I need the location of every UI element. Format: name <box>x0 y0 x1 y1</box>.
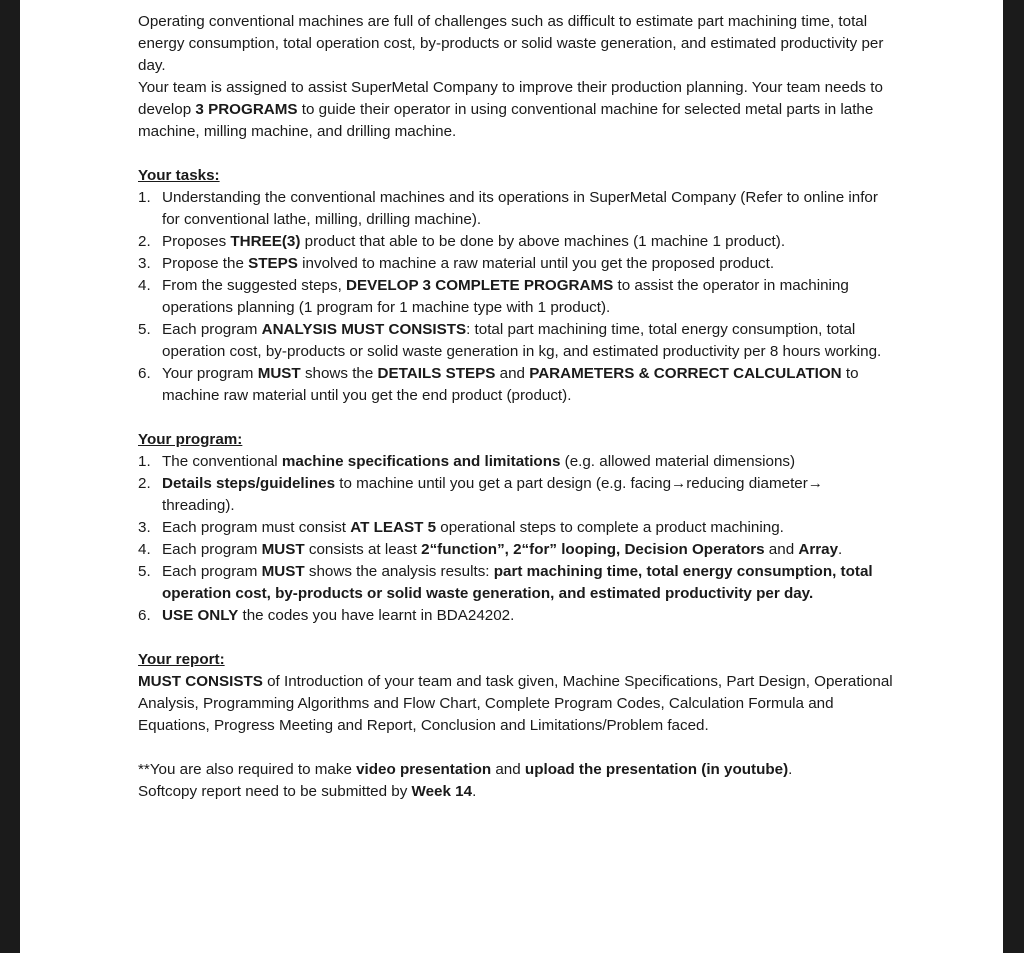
list-item-number: 5. <box>138 321 151 338</box>
list-item-number: 2. <box>138 233 151 250</box>
list-item-number: 4. <box>138 277 151 294</box>
note-text: **You are also required to make <box>138 761 357 778</box>
list-item <box>138 473 898 517</box>
list-item-text: shows the analysis results: <box>304 563 494 580</box>
list-item <box>138 319 898 363</box>
list-item-text: (e.g. allowed material dimensions) <box>560 453 796 470</box>
list-item-text: operational steps to complete a product machining. <box>436 519 784 536</box>
note-text: and <box>491 761 525 778</box>
list-item-text: and <box>495 365 530 382</box>
list-item <box>138 539 898 561</box>
note-text: Softcopy report need to be submitted by <box>138 783 412 800</box>
report-text: of Introduction of your team and task given, Machine Specifications, Part Design, Operational Analysis, Programming Algorithms and Flow Chart, Complete Program Codes, Calculation Formula and Equations, Progress Meeting and Report, Conclusion and Limitations/Problem faced. <box>138 673 893 734</box>
report-body <box>138 671 898 737</box>
list-item-number: 6. <box>138 365 151 382</box>
note-bold: Week 14 <box>411 783 473 800</box>
report-bold: MUST CONSISTS <box>138 673 263 690</box>
list-item-number: 3. <box>138 519 151 536</box>
note-bold: video presentation <box>356 761 492 778</box>
list-item-number: 4. <box>138 541 151 558</box>
program-heading: Your program: <box>138 431 243 448</box>
list-item-text: involved to machine a raw material until you get the proposed product. <box>297 255 775 272</box>
list-item <box>138 517 898 539</box>
list-item-bold-text: PARAMETERS & CORRECT CALCULATION <box>529 365 842 382</box>
tasks-list <box>138 187 898 407</box>
list-item-bold-text: THREE(3) <box>230 233 301 250</box>
list-item-bold-text: 2“function”, 2“for” looping, Decision Operators <box>421 541 765 558</box>
list-item-bold-text: AT LEAST 5 <box>350 519 437 536</box>
list-item-text: Each program <box>162 541 262 558</box>
list-item-number: 6. <box>138 607 151 624</box>
list-item-text: : total part machining time, total energy consumption, total operation cost, by-products or solid waste generation in kg, and estimated productivity per 8 hours working. <box>162 321 882 360</box>
note-text: . <box>788 761 793 778</box>
program-list <box>138 451 898 627</box>
report-heading: Your report: <box>138 651 225 668</box>
tasks-heading: Your tasks: <box>138 167 220 184</box>
list-item-text: to assist the operator in machining operations planning (1 program for 1 machine type with 1 product). <box>162 277 849 316</box>
list-item-text: Each program must consist <box>162 519 351 536</box>
list-item-number: 3. <box>138 255 151 272</box>
list-item-text: Each program <box>162 321 262 338</box>
list-item <box>138 231 898 253</box>
list-item-bold-text: Array <box>798 541 839 558</box>
list-item-text: consists at least <box>304 541 422 558</box>
document-page <box>20 0 1003 953</box>
list-item-number: 5. <box>138 563 151 580</box>
list-item-text: Your program <box>162 365 258 382</box>
list-item-bold-text: ANALYSIS MUST CONSISTS <box>261 321 467 338</box>
list-item-bold-text: MUST <box>261 563 305 580</box>
intro-text: Your team is assigned to assist SuperMetal Company to improve their production planning. Your team needs to develop <box>138 79 883 118</box>
note-line-1 <box>138 759 898 781</box>
list-item-bold-text: MUST <box>261 541 305 558</box>
list-item-number: 2. <box>138 475 151 492</box>
list-item-number: 1. <box>138 453 151 470</box>
list-item-text: Proposes <box>162 233 231 250</box>
document-content <box>138 11 898 803</box>
list-item-text: From the suggested steps, <box>162 277 347 294</box>
intro-text: to guide their operator in using conventional machine for selected metal parts in lathe machine, milling machine, and drilling machine. <box>138 101 874 140</box>
intro-bold: 3 PROGRAMS <box>195 101 298 118</box>
list-item-text: Each program <box>162 563 262 580</box>
list-item-text: Understanding the conventional machines and its operations in SuperMetal Company (Refer to online infor for conventional lathe, milling, drilling machine). <box>162 189 878 228</box>
list-item <box>138 561 898 605</box>
list-item <box>138 605 898 627</box>
note-bold: upload the presentation (in youtube) <box>524 761 789 778</box>
list-item <box>138 253 898 275</box>
list-item-text: shows the <box>300 365 378 382</box>
list-item <box>138 275 898 319</box>
list-item-bold-text: machine specifications and limitations <box>281 453 561 470</box>
list-item <box>138 451 898 473</box>
list-item <box>138 187 898 231</box>
note-line-2 <box>138 781 898 803</box>
list-item-bold-text: USE ONLY <box>162 607 239 624</box>
list-item-text: The conventional <box>162 453 282 470</box>
note-text: . <box>472 783 477 800</box>
list-item-text: to machine raw material until you get the end product (product). <box>162 365 859 404</box>
list-item-text: and <box>764 541 799 558</box>
list-item-bold-text: MUST <box>257 365 301 382</box>
list-item-number: 1. <box>138 189 151 206</box>
list-item-bold-text: STEPS <box>248 255 298 272</box>
intro-paragraph-1: Operating conventional machines are full of challenges such as difficult to estimate part machining time, total energy consumption, total operation cost, by-products or solid waste generation, and estimated productivity per day. <box>138 13 884 74</box>
list-item-bold-text: Details steps/guidelines <box>162 475 336 492</box>
list-item-text: the codes you have learnt in BDA24202. <box>238 607 515 624</box>
intro-paragraph-2 <box>138 77 898 143</box>
list-item-bold-text: DEVELOP 3 COMPLETE PROGRAMS <box>346 277 614 294</box>
list-item-text: Propose the <box>162 255 249 272</box>
list-item-text: . <box>838 541 843 558</box>
list-item-text: to machine until you get a part design (e.g. facing→reducing diameter→ threading). <box>162 475 823 514</box>
list-item-bold-text: DETAILS STEPS <box>377 365 496 382</box>
list-item-bold-text: part machining time, total energy consumption, total operation cost, by-products or solid waste generation, and estimated productivity per day. <box>162 563 873 602</box>
list-item <box>138 363 898 407</box>
list-item-text: product that able to be done by above machines (1 machine 1 product). <box>300 233 786 250</box>
